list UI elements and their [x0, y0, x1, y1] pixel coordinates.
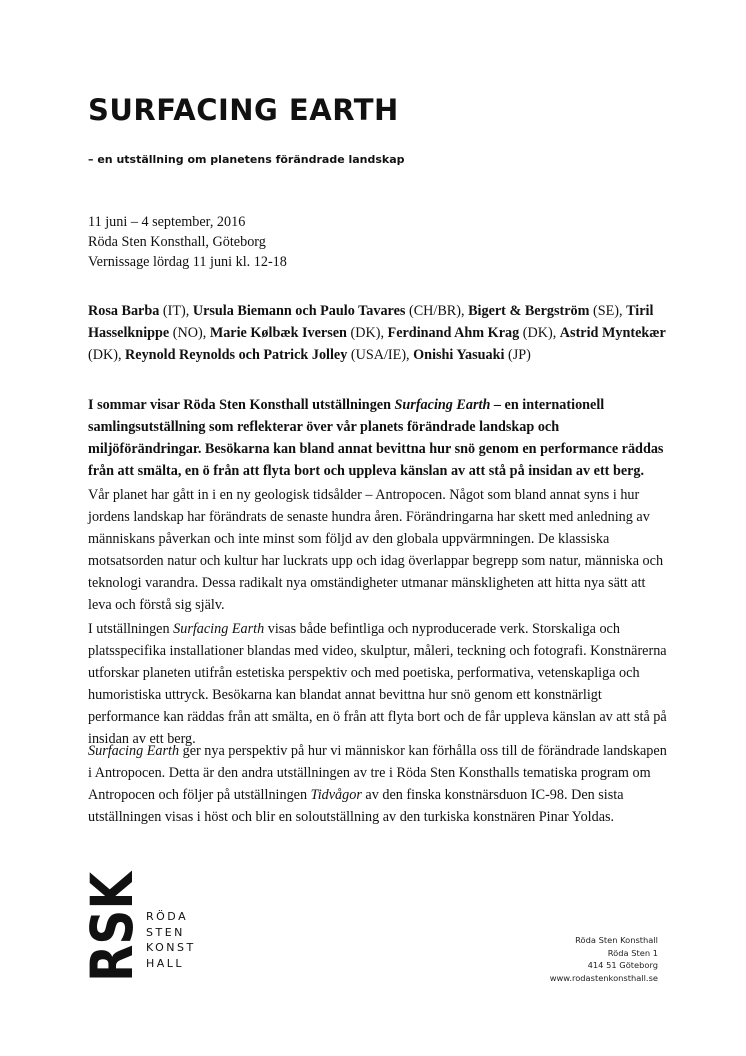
- artist-country: (USA/IE): [350, 347, 407, 363]
- address-name: Röda Sten Konsthall: [575, 935, 658, 945]
- artist-name: Astrid Myntekær: [559, 325, 666, 341]
- exhibition-dates: 11 juni – 4 september, 2016: [88, 214, 246, 230]
- exhibition-title: Surfacing Earth: [173, 621, 265, 637]
- artist-name: Tiril Hasselknippe: [88, 303, 654, 341]
- page-subtitle: – en utställning om planetens förändrade landskap: [88, 153, 405, 166]
- contact-address: [550, 934, 658, 984]
- artist-country: (DK): [350, 325, 381, 341]
- artist-country: (DK): [88, 347, 118, 363]
- related-exhibition-title: Tidvågor: [310, 787, 362, 803]
- artist-name: Marie Kølbæk Iversen: [209, 325, 347, 341]
- page-title: SURFACING EARTH: [88, 93, 399, 127]
- logo-wordmark: [146, 909, 196, 971]
- paragraph-text: I utställningen: [88, 621, 174, 637]
- artist-name: Rosa Barba: [88, 303, 160, 319]
- artist-country: (IT): [162, 303, 186, 319]
- address-website-link[interactable]: www.rodastenkonsthall.se: [549, 972, 658, 983]
- logo-line: KONST: [146, 941, 196, 954]
- logo-line: RÖDA: [146, 910, 189, 923]
- exhibition-title: Surfacing Earth: [88, 743, 180, 759]
- artist-name: Bigert & Bergström: [468, 303, 590, 319]
- artist-country: (DK): [522, 325, 553, 341]
- artist-country: (NO): [172, 325, 203, 341]
- lead-text: I sommar visar Röda Sten Konsthall utställningen: [88, 397, 395, 413]
- body-paragraph-1: Vår planet har gått in i en ny geologisk tidsålder – Antropocen. Något som bland annat syns i hur jordens landskap har förändrats de senaste hundra åren. Förändringarna har skett med anledning av människans påverkan och inte minst som följd av den globala uppvärmningen. De klassiska motsatsorden natur och kultur har luckrats upp och idag överlappar begrepp som natur, människa och teknologi varandra. Dessa radikalt nya omständigheter utmanar mänskligheten att hitta nya sätt att leva och förstå sig själv.: [88, 487, 664, 613]
- lead-text: – en internationell samlingsutställning som reflekterar över vår planets förändrade landskap och miljöförändringar. Besökarna kan bland annat bevittna hur snö genom en performance räddas från att smälta, en ö från att flyta bort och uppleva känslan av att stå på insidan av ett berg.: [88, 397, 664, 479]
- paragraph-text: visas både befintliga och nyproducerade verk. Storskaliga och platsspecifika installationer blandas med video, skulptur, måleri, teckning och fotografi. Konstnärerna utforskar planeten utifrån estetiska perspektiv och med poetiska, performativa, vetenskapliga och humoristiska uttryck. Besökarna kan blandat annat bevittna hur snö genom ett konstnärligt performance kan räddas från att smälta, en ö från att flyta bort och de får uppleva känslan av att stå på insidan av ett berg.: [88, 621, 667, 747]
- artist-name: Ursula Biemann och Paulo Tavares: [192, 303, 406, 319]
- logo-line: HALL: [146, 956, 185, 970]
- artist-country: (CH/BR): [408, 303, 461, 319]
- artist-name: Ferdinand Ahm Krag: [387, 325, 520, 341]
- body-paragraph-3: [88, 740, 672, 828]
- paragraph-text: ger nya perspektiv på hur vi människor kan förhålla oss till de förändrade landskapen i Antropocen. Detta är den andra utställningen av tre i Röda Sten Konsthalls tematiska program om Antropocen och följer på utställningen: [88, 743, 667, 803]
- rsk-logo-icon: [78, 850, 146, 982]
- artist-country: (SE): [592, 303, 619, 319]
- exhibition-opening: Vernissage lördag 11 juni kl. 12-18: [88, 254, 287, 270]
- artist-name: Onishi Yasuaki: [413, 347, 505, 363]
- artist-list: Rosa Barba (IT), Ursula Biemann och Paulo Tavares (CH/BR), Bigert & Bergström (SE), Tiril Hasselknippe (NO), Marie Kølbæk Iversen (DK), Ferdinand Ahm Krag (DK), Astrid Myntekær (DK), Reynold Reynolds och Patrick Jolley (USA/IE), Onishi Yasuaki (JP): [88, 303, 666, 363]
- artist-name: Reynold Reynolds och Patrick Jolley: [125, 347, 348, 363]
- body-paragraph-2: [88, 618, 672, 750]
- paragraph-text: av den finska konstnärsduon IC-98. Den sista utställningen visas i höst och blir en soloutställning av den turkiska konstnären Pinar Yoldas.: [88, 787, 624, 825]
- exhibition-info: [88, 212, 668, 272]
- address-city: 414 51 Göteborg: [587, 960, 658, 971]
- lead-paragraph: [88, 394, 672, 482]
- logo-line: STEN: [146, 925, 185, 939]
- svg-text:RSK: RSK: [78, 850, 146, 982]
- exhibition-venue: Röda Sten Konsthall, Göteborg: [88, 234, 266, 250]
- artist-country: (JP): [508, 347, 531, 363]
- address-street: Röda Sten 1: [607, 947, 658, 958]
- lead-exhibition-title: Surfacing Earth: [394, 397, 491, 413]
